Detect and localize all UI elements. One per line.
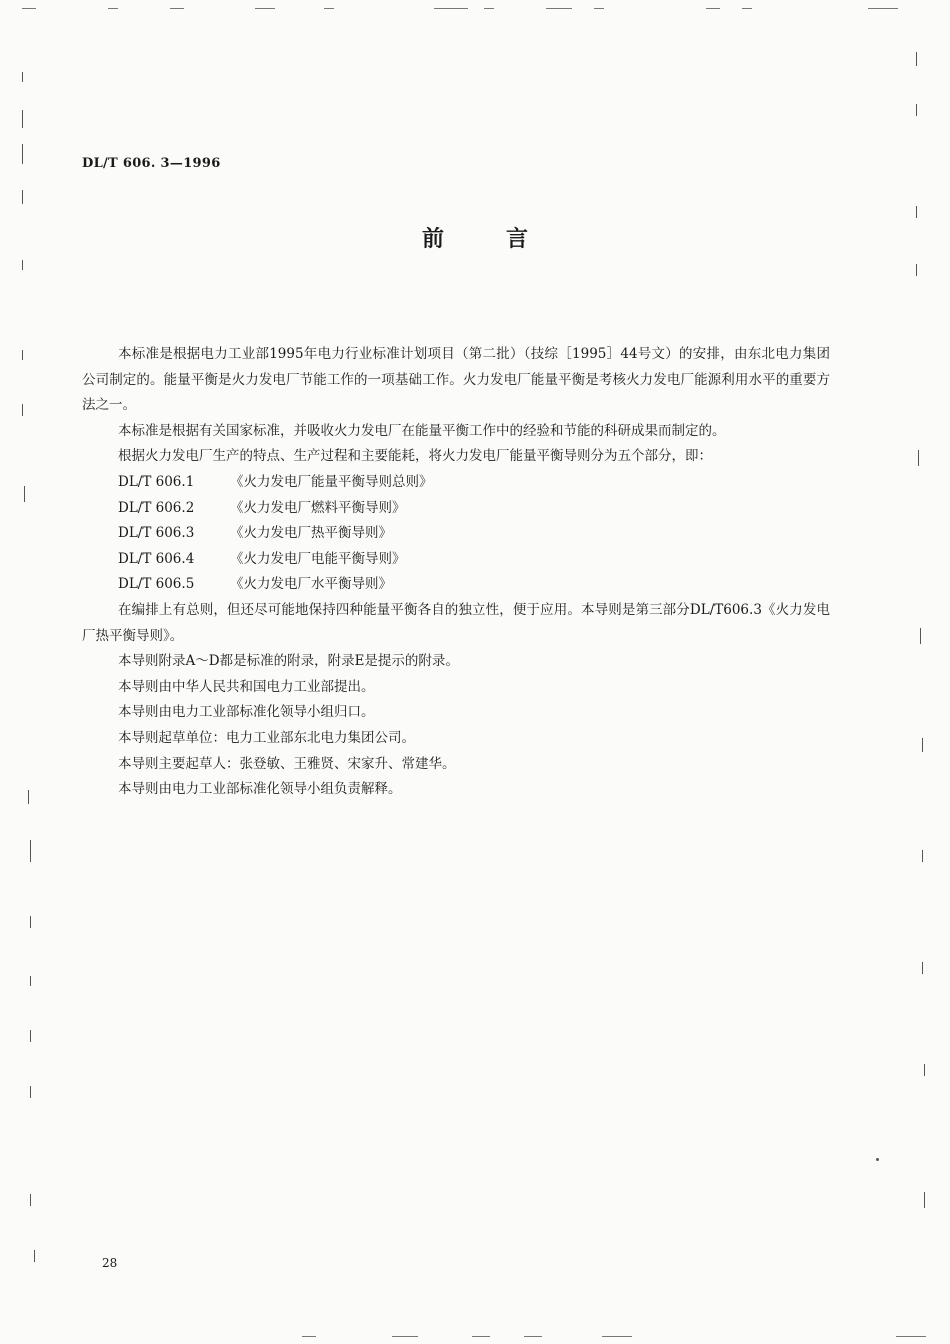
part-title: 《火力发电厂电能平衡导则》	[230, 550, 406, 567]
part-title: 《火力发电厂热平衡导则》	[230, 525, 392, 542]
preface-body	[82, 342, 830, 803]
part-title: 《火力发电厂燃料平衡导则》	[230, 499, 406, 516]
part-list-item	[82, 470, 830, 496]
paragraph: 本导则附录A～D都是标准的附录，附录E是提示的附录。	[118, 653, 459, 670]
document-code: DL/T 606. 3—1996	[82, 156, 221, 171]
part-list-item	[82, 572, 830, 598]
paragraph: 在编排上有总则，但还尽可能地保持四种能量平衡各自的独立性，便于应用。本导则是第三部分DL/T606.3《火力发电厂热平衡导则》。	[82, 601, 830, 644]
part-code: DL/T 606.5	[118, 576, 195, 593]
paragraph: 本导则由电力工业部标准化领导小组负责解释。	[118, 781, 402, 798]
paragraph: 本导则由电力工业部标准化领导小组归口。	[118, 704, 375, 721]
part-code: DL/T 606.4	[118, 550, 195, 567]
part-code: DL/T 606.1	[118, 473, 195, 490]
paragraph: 本导则起草单位：电力工业部东北电力集团公司。	[118, 729, 415, 746]
paragraph: 本导则主要起草人：张登敏、王雅贤、宋家升、常建华。	[118, 755, 456, 772]
part-list-item	[82, 547, 830, 573]
paragraph: 根据火力发电厂生产的特点、生产过程和主要能耗，将火力发电厂能量平衡导则分为五个部分，即：	[118, 448, 712, 465]
paragraph: 本标准是根据有关国家标准，并吸收火力发电厂在能量平衡工作中的经验和节能的科研成果而制定的。	[118, 422, 726, 439]
part-title: 《火力发电厂水平衡导则》	[230, 576, 392, 593]
page-title	[0, 222, 950, 253]
paragraph: 本标准是根据电力工业部1995年电力行业标准计划项目（第二批）（技综［1995］44号文）的安排，由东北电力集团公司制定的。能量平衡是火力发电厂节能工作的一项基础工作。火力发电厂能量平衡是考核火力发电厂能源利用水平的重要方法之一。	[82, 346, 830, 414]
part-title: 《火力发电厂能量平衡导则总则》	[230, 473, 433, 490]
page-number: 28	[102, 1256, 118, 1270]
title-char-2: 言	[506, 226, 529, 252]
part-code: DL/T 606.3	[118, 525, 195, 542]
paragraph: 本导则由中华人民共和国电力工业部提出。	[118, 678, 375, 695]
part-code: DL/T 606.2	[118, 499, 195, 516]
title-char-1: 前	[421, 226, 444, 252]
part-list-item	[82, 496, 830, 522]
part-list-item	[82, 521, 830, 547]
